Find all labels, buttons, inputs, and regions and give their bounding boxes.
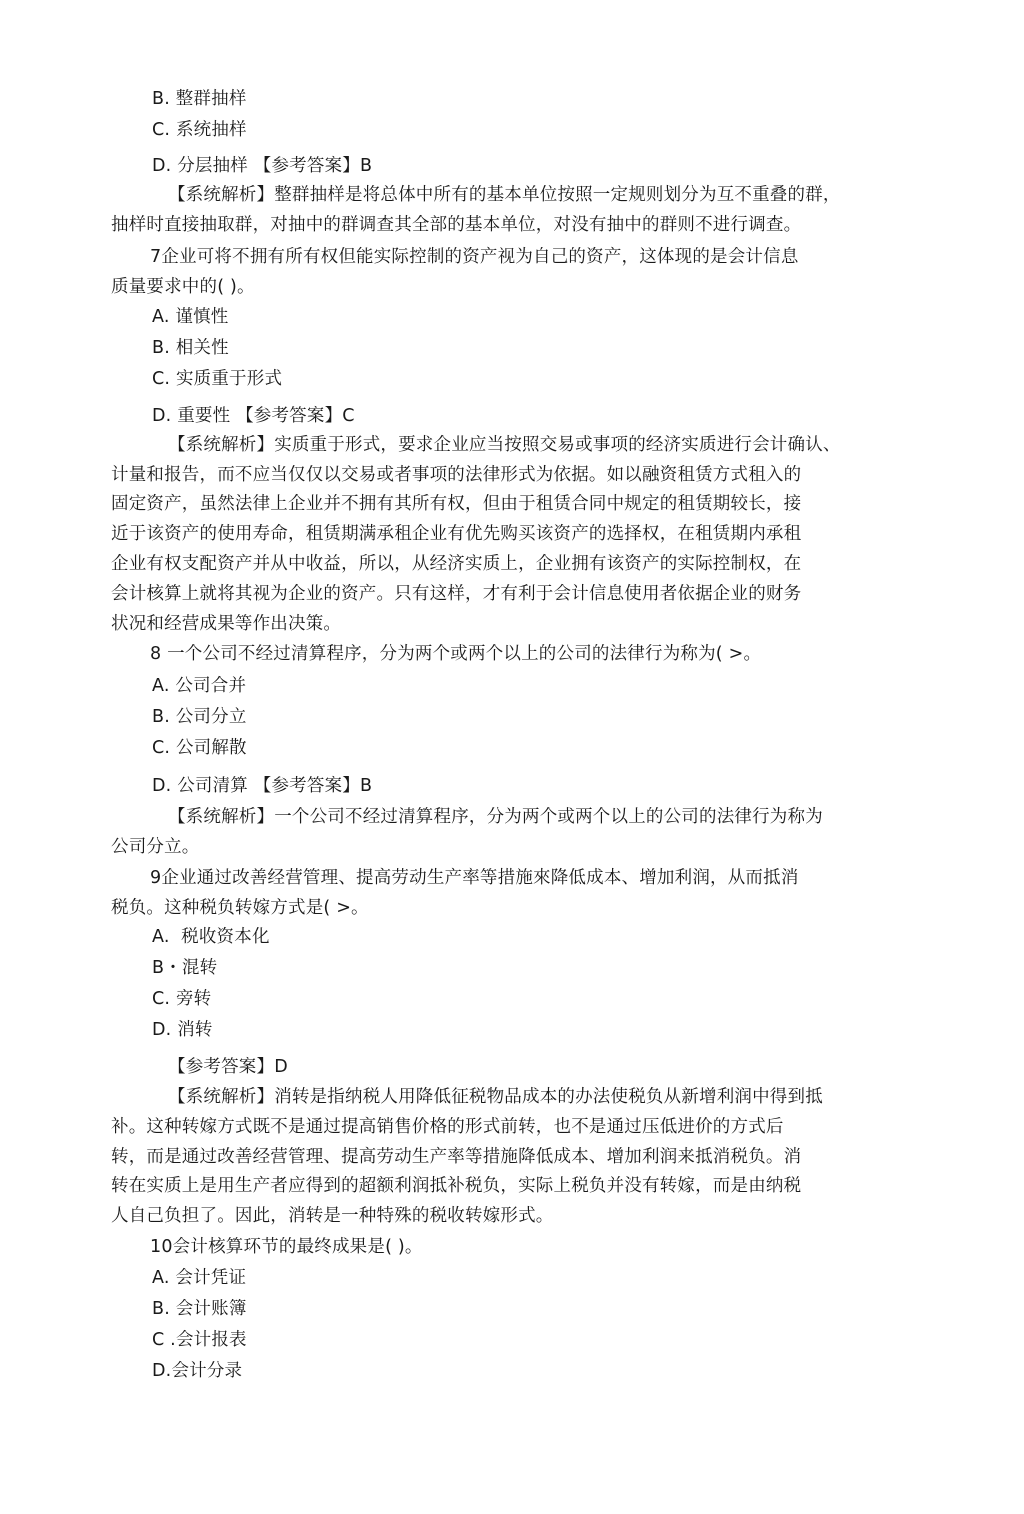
explanation-line: 抽样时直接抽取群，对抽中的群调查其全部的基本单位，对没有抽中的群则不进行调查。 [111, 215, 802, 235]
option-answer-line: D. 公司清算 【参考答案】B [152, 776, 373, 796]
answer-line: 【参考答案】D [168, 1057, 288, 1077]
option-line: A. 会计凭证 [152, 1268, 247, 1288]
question-stem: 10会计核算环节的最终成果是( )。 [150, 1237, 423, 1257]
explanation-line: 【系统解析】一个公司不经过清算程序，分为两个或两个以上的公司的法律行为称为 [168, 807, 823, 827]
option-line: A. 谨慎性 [152, 307, 229, 327]
explanation-line: 【系统解析】消转是指纳税人用降低征税物品成本的办法使税负从新增利润中得到抵 [168, 1087, 823, 1107]
question-stem: 7企业可将不拥有所有权但能实际控制的资产视为自己的资产，这体现的是会计信息 [150, 247, 799, 267]
option-line: B. 会计账簿 [152, 1299, 247, 1319]
question-stem: 税负。这种税负转嫁方式是( >。 [111, 898, 369, 918]
explanation-line: 计量和报告，而不应当仅仅以交易或者事项的法律形式为依据。如以融资租赁方式租入的 [111, 465, 802, 485]
question-stem: 8 一个公司不经过清算程序，分为两个或两个以上的公司的法律行为称为( >。 [150, 644, 762, 664]
explanation-line: 会计核算上就将其视为企业的资产。只有这样，才有利于会计信息使用者依据企业的财务 [111, 584, 802, 604]
option-line: C. 系统抽样 [152, 120, 247, 140]
option-answer-line: D. 分层抽样 【参考答案】B [152, 156, 373, 176]
option-line: A. 税收资本化 [152, 927, 270, 947]
question-stem: 质量要求中的( )。 [111, 277, 255, 297]
option-line: B. 整群抽样 [152, 89, 247, 109]
explanation-line: 转在实质上是用生产者应得到的超额利润抵补税负，实际上税负并没有转嫁，而是由纳税 [111, 1176, 802, 1196]
explanation-line: 近于该资产的使用寿命，租赁期满承租企业有优先购买该资产的选择权，在租赁期内承租 [111, 524, 802, 544]
explanation-line: 公司分立。 [111, 837, 200, 857]
explanation-line: 【系统解析】实质重于形式，要求企业应当按照交易或事项的经济实质进行会计确认、 [168, 435, 841, 455]
option-line: B・混转 [152, 958, 218, 978]
option-line: C. 实质重于形式 [152, 369, 283, 389]
option-line: B. 公司分立 [152, 707, 247, 727]
explanation-line: 人自己负担了。因此，消转是一种特殊的税收转嫁形式。 [111, 1206, 554, 1226]
option-line: D. 消转 [152, 1020, 213, 1040]
option-line: C .会计报表 [152, 1330, 247, 1350]
option-line: A. 公司合并 [152, 676, 247, 696]
explanation-line: 状况和经营成果等作出决策。 [111, 614, 342, 634]
question-stem: 9企业通过改善经营管理、提高劳动生产率等措施來降低成本、增加利润，从而抵消 [150, 868, 799, 888]
option-line: D.会计分录 [152, 1361, 243, 1381]
option-answer-line: D. 重要性 【参考答案】C [152, 406, 355, 426]
option-line: B. 相关性 [152, 338, 229, 358]
explanation-line: 转，而是通过改善经营管理、提高劳动生产率等措施降低成本、增加利润来抵消税负。消 [111, 1147, 802, 1167]
explanation-line: 企业有权支配资产并从中收益，所以，从经济实质上，企业拥有该资产的实际控制权，在 [111, 554, 802, 574]
option-line: C. 旁转 [152, 989, 212, 1009]
explanation-line: 固定资产，虽然法律上企业并不拥有其所有权，但由于租赁合同中规定的租赁期较长，接 [111, 494, 802, 514]
option-line: C. 公司解散 [152, 738, 247, 758]
explanation-line: 补。这种转嫁方式既不是通过提高销售价格的形式前转，也不是通过压低进价的方式后 [111, 1117, 784, 1137]
explanation-line: 【系统解析】整群抽样是将总体中所有的基本单位按照一定规则划分为互不重叠的群， [168, 185, 841, 205]
